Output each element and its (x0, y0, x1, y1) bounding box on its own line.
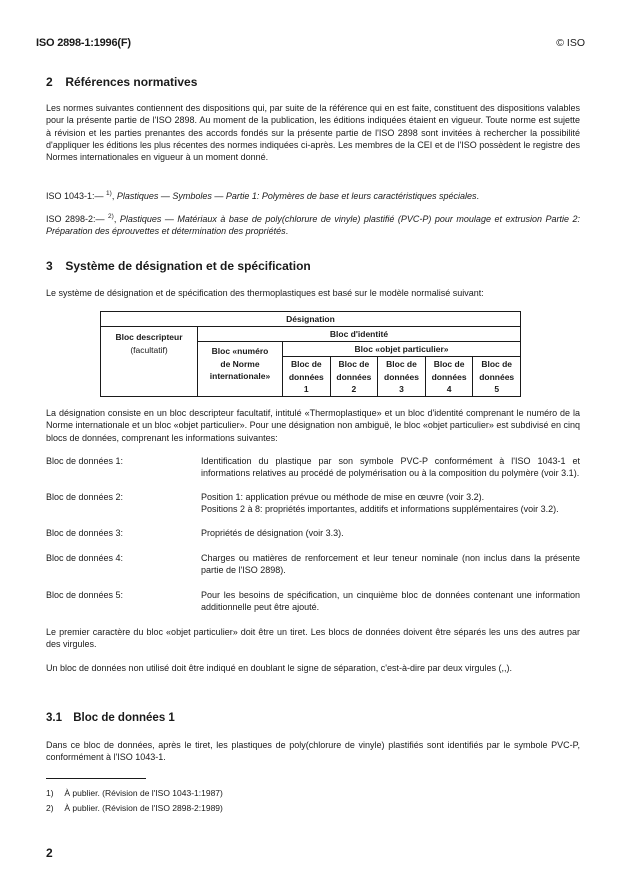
normative-reference-2 (46, 211, 580, 237)
designation-cell: Désignation (101, 312, 521, 327)
data-block-label: Bloc de (433, 359, 465, 369)
data-block-label: données (336, 371, 372, 382)
data-block-item-label: Bloc de données 4: (46, 553, 124, 563)
descriptor-optional-label: (facultatif) (130, 344, 168, 355)
section-3-1-heading (46, 712, 175, 724)
norm-block-line-2: de Norme (220, 358, 260, 369)
data-block-label: Bloc de (290, 359, 322, 369)
data-block-item-line: Positions 2 à 8: propriétés importantes, additifs et informations supplémentaires (voir 3.2). (201, 504, 559, 515)
data-block-label: Bloc de (481, 359, 513, 369)
designation-description: La désignation consiste en un bloc descripteur facultatif, intitulé «Thermoplastique» et un bloc d'identité comprenant le numéro de la Norme internationale et un bloc «objet particulier». Pour une désignation non ambiguë, le bloc «objet particulier» est subdivisé en cinq blocs de données, comprenant les informations suivantes: (46, 408, 580, 443)
data-block-item-5 (46, 589, 580, 614)
identity-block-cell: Bloc d'identité (198, 327, 521, 342)
norm-number-block-cell (198, 342, 283, 397)
separator-rule-note: Le premier caractère du bloc «objet particulier» doit être un tiret. Les blocs de données doivent être séparés les uns des autres par des virgules. (46, 627, 580, 650)
copyright-mark: © ISO (556, 37, 585, 49)
data-block-label: Bloc de (386, 359, 417, 369)
data-block-label: données (384, 371, 419, 382)
descriptor-block-spacer (101, 357, 198, 397)
section-number: 2 (46, 75, 53, 89)
footnote-marker: 1) (106, 190, 112, 197)
norm-block-line-1: Bloc «numéro (211, 346, 269, 356)
footnote-2 (46, 803, 223, 813)
data-block-item-4 (46, 552, 580, 577)
reference-code: ISO 1043-1:— (46, 191, 107, 201)
section-3-1-text: Dans ce bloc de données, après le tiret, les plastiques de poly(chlorure de vinyle) plastifiés sont identifiés par le symbole PVC-P, conformément à l'ISO 1043-1. (46, 740, 580, 763)
norm-block-line-3: internationale» (209, 371, 271, 381)
section-title: Système de désignation et de spécification (65, 259, 311, 273)
data-block-item-label: Bloc de données 2: (46, 492, 124, 502)
reference-code: ISO 2898-2:— (46, 214, 109, 224)
reference-title: Plastiques — Matériaux à base de poly(chlorure de vinyle) plastifié (PVC-P) pour moulage et extrusion Partie 2: Préparation des éprouvettes et détermination des propriétés (46, 214, 580, 236)
data-block-item-text (201, 491, 580, 516)
data-block-item-text: Identification du plastique par son symbole PVC-P conformément à l'ISO 1043-1 et informations relatives au procédé de polymérisation ou à la composition du polymère (voir 3.1). (201, 456, 580, 479)
unused-block-note: Un bloc de données non utilisé doit être indiqué en doublant le signe de séparation, c'est-à-dire par deux virgules (,,). (46, 663, 513, 673)
normative-reference-1 (46, 188, 580, 202)
footnote-number: 1) (46, 788, 54, 798)
section-number: 3.1 (46, 712, 62, 724)
reference-separator: , (111, 191, 117, 201)
data-block-cell-1 (283, 357, 331, 397)
data-block-item-label: Bloc de données 3: (46, 528, 124, 538)
footnote-text: À publier. (Révision de l'ISO 1043-1:1987) (64, 788, 223, 798)
footnote-1 (46, 788, 223, 798)
data-block-cell-2 (330, 357, 378, 397)
data-block-item-label: Bloc de données 5: (46, 590, 124, 600)
section-2-heading (46, 75, 197, 89)
descriptor-block-label: Bloc descripteur (115, 332, 183, 342)
data-block-cell-5 (473, 357, 521, 397)
section-title: Bloc de données 1 (73, 712, 175, 724)
data-block-item-text: Pour les besoins de spécification, un cinquième bloc de données contenant une information additionnelle peut être ajouté. (201, 590, 580, 613)
data-block-item-label: Bloc de données 1: (46, 456, 124, 466)
data-block-item-2 (46, 491, 580, 516)
standard-id: ISO 2898-1:1996(F) (36, 37, 131, 49)
data-block-number: 4 (446, 384, 452, 394)
data-block-number: 3 (399, 384, 404, 394)
page-header (36, 37, 585, 49)
data-block-cell-4 (425, 357, 473, 397)
footnote-marker: 2) (108, 213, 114, 220)
data-block-label: données (479, 371, 515, 382)
section-2-intro: Les normes suivantes contiennent des dispositions qui, par suite de la référence qui en est faite, constituent des dispositions valables pour la présente partie de l'ISO 2898. Au moment de la publication, les éditions indiquées étaient en vigueur. Toute norme est sujette à révision et les parties prenantes des accords fondés sur la présente partie de l'ISO 2898 sont invitées à rechercher la possibilité d'appliquer les éditions les plus récentes des normes indiquées ci-après. Les membres de la CEI et de l'ISO possèdent le registre des Normes internationales en vigueur à un moment donné. (46, 103, 580, 163)
particular-object-block-cell: Bloc «objet particulier» (283, 342, 521, 357)
page-number: 2 (46, 846, 53, 860)
section-3-intro: Le système de désignation et de spécification des thermoplastiques est basé sur le modèle normalisé suivant: (46, 288, 484, 298)
reference-end: . (476, 191, 480, 201)
data-block-item-text: Propriétés de désignation (voir 3.3). (201, 528, 344, 538)
section-title: Références normatives (65, 75, 198, 89)
data-block-number: 1 (303, 384, 309, 394)
reference-end: . (285, 226, 289, 236)
data-block-item-3 (46, 527, 580, 539)
data-block-number: 2 (351, 384, 357, 394)
reference-title: Plastiques — Symboles — Partie 1: Polymères de base et leurs caractéristiques spéciales (116, 191, 477, 201)
reference-separator: , (113, 214, 120, 224)
data-block-item-line: Position 1: application prévue ou méthode de mise en œuvre (voir 3.2). (201, 492, 485, 502)
data-block-label: Bloc de (338, 359, 370, 369)
data-block-number: 5 (494, 384, 500, 394)
data-block-label: données (288, 371, 324, 382)
data-block-label: données (431, 371, 467, 382)
designation-table (100, 311, 521, 397)
section-3-heading (46, 259, 311, 273)
footnote-divider (46, 778, 146, 779)
data-block-cell-3 (378, 357, 426, 397)
descriptor-block-cell (101, 327, 198, 357)
footnote-number: 2) (46, 803, 54, 813)
data-block-item-1 (46, 455, 580, 480)
footnote-text: À publier. (Révision de l'ISO 2898-2:1989) (64, 803, 223, 813)
data-block-item-text: Charges ou matières de renforcement et leur teneur nominale (non inclus dans la présente partie de l'ISO 2898). (201, 553, 580, 576)
section-number: 3 (46, 259, 53, 273)
